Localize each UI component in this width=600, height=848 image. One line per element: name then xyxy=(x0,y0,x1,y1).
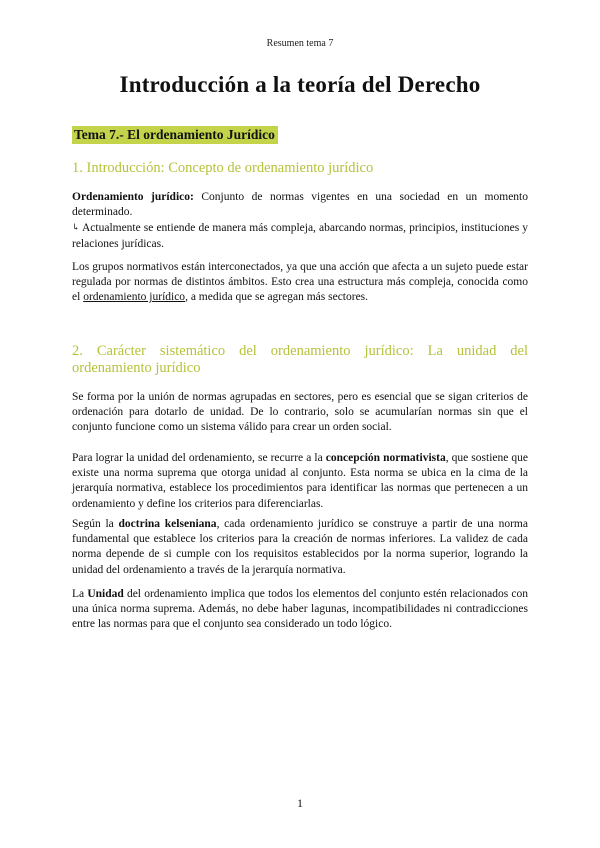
bold-term-normativista: concepción normativista xyxy=(325,452,446,464)
definition-term: Ordenamiento jurídico: xyxy=(72,191,194,203)
definition-extension: Actualmente se entiende de manera más compleja, abarcando normas, principios, instituciones y relaciones jurídicas. xyxy=(72,222,528,250)
section-2-paragraph-3: Según la doctrina kelseniana, cada ordenamiento jurídico se construye a partir de una norma fundamental que establece los criterios para la creación de normas inferiores. La validez de cada norma depende de si cumple con los requisitos establecidos por la norma superior, logrando la unidad del ordenamiento a través de la jerarquía normativa. xyxy=(72,518,528,576)
section-1-paragraph: Los grupos normativos están interconectados, ya que una acción que afecta a un sujeto puede estar regulada por normas de distintos ámbitos. Esto crea una estructura más compleja, conocida como el ordenamiento jurídico, a medida que se agregan más sectores. xyxy=(72,261,528,304)
document-title: Introducción a la teoría del Derecho xyxy=(119,72,481,97)
section-1-heading: 1. Introducción: Concepto de ordenamiento jurídico xyxy=(72,160,374,176)
bold-term-unidad: Unidad xyxy=(87,588,124,600)
definition-text: Conjunto de normas vigentes en una sociedad en un momento determinado. xyxy=(72,191,528,219)
section-2-paragraph-1: Se forma por la unión de normas agrupadas en sectores, pero es esencial que se sigan criterios de ordenación para dotarlo de unidad. De lo contrario, solo se acumularían normas sin que el conjunto funcione como un sistema válido para crear un orden social. xyxy=(72,391,528,434)
underlined-term: ordenamiento jurídico xyxy=(83,291,186,304)
section-2-paragraph-2: Para lograr la unidad del ordenamiento, se recurre a la concepción normativista, que sostiene que existe una norma suprema que otorga unidad al conjunto. Esta norma se ubica en la cima de la jerarquía normativa, establece los procedimientos para identificar las normas que pertenecen a un ordenamiento y define los criterios para diferenciarlas. xyxy=(72,452,528,510)
section-2-paragraph-4: La Unidad del ordenamiento implica que todos los elementos del conjunto estén relacionados con una única norma suprema. Además, no debe haber lagunas, incompatibilidades ni contradicciones entre las normas para que el conjunto sea considerado un todo lógico. xyxy=(72,588,528,631)
bold-term-kelseniana: doctrina kelseniana xyxy=(118,518,217,530)
arrow-icon: ↳ xyxy=(72,222,80,233)
section-2-heading: 2. Carácter sistemático del ordenamiento jurídico: La unidad del ordenamiento jurídico xyxy=(72,343,528,376)
running-header: Resumen tema 7 xyxy=(266,38,334,49)
section-1-definition xyxy=(72,190,528,252)
page-number: 1 xyxy=(297,796,303,810)
topic-heading: Tema 7.- El ordenamiento Jurídico xyxy=(72,126,278,144)
